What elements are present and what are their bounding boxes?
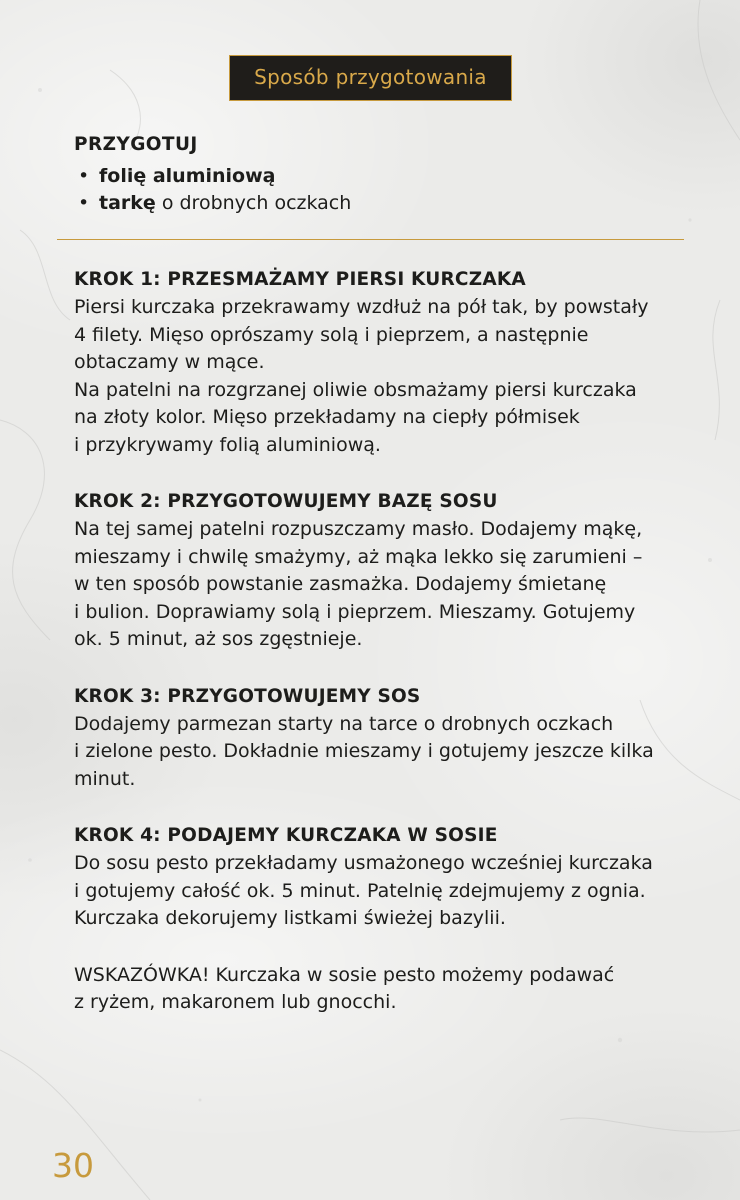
text-line: i przykrywamy folią aluminiową. — [74, 433, 381, 456]
prepare-section — [74, 131, 694, 217]
step-text — [74, 294, 694, 459]
step-title: KROK 3: PRZYGOTOWUJEMY SOS — [74, 685, 421, 707]
step-1 — [74, 266, 694, 459]
step-3 — [74, 683, 694, 794]
text-line: i gotujemy całość ok. 5 minut. Patelnię zdejmujemy z ognia. — [74, 879, 646, 902]
steps-section — [74, 266, 694, 1017]
bullet-icon: • — [78, 165, 90, 187]
step-text — [74, 516, 694, 654]
prepare-title: PRZYGOTUJ — [74, 134, 198, 155]
text-line: i zielone pesto. Dokładnie mieszamy i gotujemy jeszcze kilka — [74, 740, 654, 762]
section-header-badge: Sposób przygotowania — [229, 55, 512, 101]
step-4 — [74, 822, 694, 933]
text-line: Do sosu pesto przekładamy usmażonego wcześniej kurczaka — [74, 852, 653, 874]
text-line: Piersi kurczaka przekrawamy wzdłuż na pół tak, by powstały — [74, 296, 649, 318]
prepare-list — [74, 163, 694, 217]
text-line: mieszamy i chwilę smażymy, aż mąka lekko się zarumieni – — [74, 545, 643, 568]
page-number: 30 — [52, 1146, 94, 1185]
text-line: na złoty kolor. Mięso przekładamy na ciepły półmisek — [74, 406, 580, 428]
text-line: Na patelni na rozgrzanej oliwie obsmażamy piersi kurczaka — [74, 378, 637, 401]
text-line: WSKAZÓWKA! Kurczaka w sosie pesto możemy podawać — [74, 963, 615, 986]
step-2 — [74, 488, 694, 654]
section-divider — [57, 239, 684, 240]
text-line: 4 filety. Mięso oprószamy solą i pieprzem, a następnie — [74, 323, 589, 346]
step-title: KROK 4: PODAJEMY KURCZAKA W SOSIE — [74, 825, 498, 846]
text-line: z ryżem, makaronem lub gnocchi. — [74, 991, 397, 1013]
step-text — [74, 850, 694, 933]
list-item — [74, 163, 694, 190]
text-line: Dodajemy parmezan starty na tarce o drobnych oczkach — [74, 712, 614, 735]
text-line: Na tej samej patelni rozpuszczamy masło. Dodajemy mąkę, — [74, 518, 643, 540]
tip-note — [74, 962, 694, 1017]
text-line: Kurczaka dekorujemy listkami świeżej bazylii. — [74, 907, 506, 929]
step-text — [74, 711, 694, 794]
text-line: i bulion. Doprawiamy solą i pieprzem. Mieszamy. Gotujemy — [74, 600, 636, 623]
list-item — [74, 190, 694, 217]
text-line: obtaczamy w mące. — [74, 351, 265, 373]
step-title: KROK 1: PRZESMAŻAMY PIERSI KURCZAKA — [74, 269, 526, 290]
text-line: w ten sposób powstanie zasmażka. Dodajemy śmietanę — [74, 573, 607, 595]
text-line: minut. — [74, 767, 136, 790]
text-line: ok. 5 minut, aż sos zgęstnieje. — [74, 628, 363, 650]
list-item-bold: folię aluminiową — [99, 165, 276, 187]
list-item-bold: tarkę — [99, 192, 156, 214]
bullet-icon: • — [78, 192, 90, 214]
list-item-text: o drobnych oczkach — [155, 192, 352, 214]
step-title: KROK 2: PRZYGOTOWUJEMY BAZĘ SOSU — [74, 491, 498, 512]
